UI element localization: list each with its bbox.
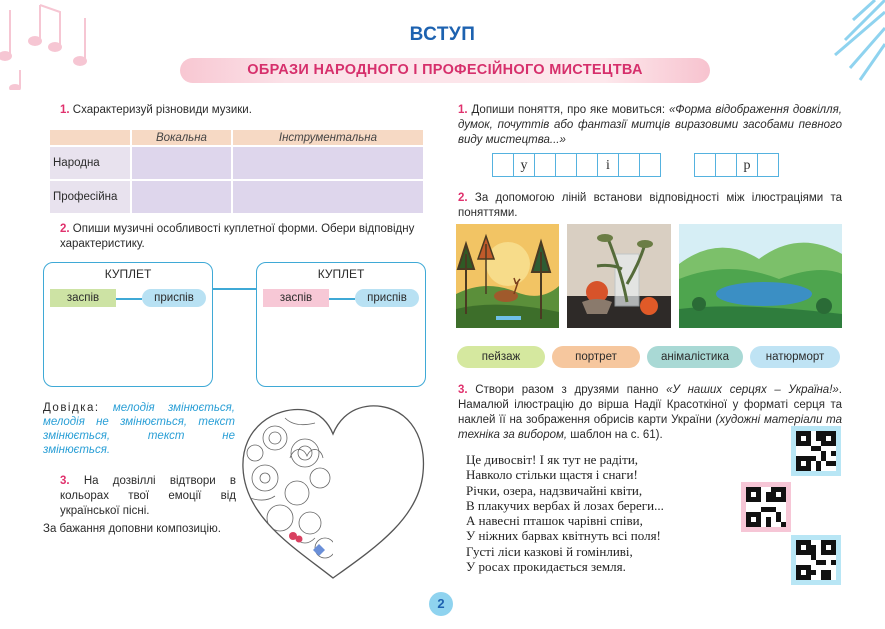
letter-box[interactable]: у	[513, 153, 535, 177]
pryspiv-label: приспів	[142, 289, 206, 307]
label-portrait[interactable]: портрет	[552, 346, 640, 368]
letter-box[interactable]	[757, 153, 779, 177]
table-corner	[50, 130, 130, 145]
poem-line: А навесні пташок чарівні співи,	[466, 513, 643, 529]
table-input-cell[interactable]	[233, 147, 423, 179]
table-column-header: Інструментальна	[233, 130, 423, 145]
label-still-life[interactable]: натюрморт	[750, 346, 840, 368]
kuplet-title: КУПЛЕТ	[104, 267, 152, 281]
letter-box[interactable]: і	[597, 153, 619, 177]
poem-line: Це дивосвіт! І як тут не радіти,	[466, 452, 639, 467]
still-life-illustration[interactable]	[567, 224, 671, 328]
left-task-2: 2. Опиши музичні особливості куплетної форми. Обери відповідну характеристику.	[60, 223, 415, 250]
crossword-word-1[interactable]	[492, 153, 660, 177]
poem	[466, 452, 664, 574]
label-animalistics[interactable]: анімалістика	[647, 346, 743, 368]
music-types-table	[48, 128, 425, 215]
letter-box[interactable]	[534, 153, 556, 177]
letter-box[interactable]	[555, 153, 577, 177]
letter-box[interactable]	[694, 153, 716, 177]
label-landscape[interactable]: пейзаж	[457, 346, 545, 368]
left-task-3-extra: За бажання доповни композицію.	[43, 523, 221, 535]
table-column-header: Вокальна	[132, 130, 231, 145]
table-row-header: Народна	[50, 147, 130, 179]
letter-box[interactable]	[715, 153, 737, 177]
table-row-header: Професійна	[50, 181, 130, 213]
poem-line: Густі ліси казкові й гомінливі,	[466, 543, 633, 559]
right-task-3: 3. Створи разом з друзями панно «У наших серцях – Україна!». Намалюй ілюстрацію до вірша Надії Красоткіної у форматі серця та наклей її на зображення обрисів карти України (художні матеріали та техніка за вибором, шаблон на с. 61).	[458, 384, 843, 441]
section-subtitle: ОБРАЗИ НАРОДНОГО І ПРОФЕСІЙНОГО МИСТЕЦТВА	[180, 58, 710, 83]
kuplet-link-line	[329, 298, 355, 300]
letter-box[interactable]	[639, 153, 661, 177]
forest-deer-illustration[interactable]	[456, 224, 559, 328]
crossword-word-2[interactable]	[694, 153, 778, 177]
letter-box[interactable]	[618, 153, 640, 177]
letter-box[interactable]	[492, 153, 514, 177]
table-input-cell[interactable]	[132, 147, 231, 179]
right-task-1: 1. Допиши поняття, про яке мовиться: «Форма відображення довкілля, думок, почуттів або фантазії митців виразовими засобами певного виду мистецтва...»	[458, 104, 842, 146]
right-task-2: 2. За допомогою ліній встанови відповідності між ілюстраціями та поняттями.	[458, 192, 842, 219]
table-input-cell[interactable]	[132, 181, 231, 213]
poem-line: Річки, озера, надзвичайні квіти,	[466, 482, 643, 498]
zaspiv-label: заспів	[263, 289, 329, 307]
letter-box[interactable]: р	[736, 153, 758, 177]
letter-box[interactable]	[576, 153, 598, 177]
table-input-cell[interactable]	[233, 181, 423, 213]
heart-coloring-illustration[interactable]	[235, 398, 431, 588]
landscape-illustration[interactable]	[679, 224, 842, 328]
page-title: ВСТУП	[409, 24, 476, 45]
kuplet-connector	[213, 288, 257, 290]
poem-line: В плакучих вербах й лозах береги...	[466, 497, 664, 513]
zaspiv-label: заспів	[50, 289, 116, 307]
kuplet-box-1[interactable]	[43, 262, 213, 387]
pryspiv-label: приспів	[355, 289, 419, 307]
poem-line: У ніжних барвах квітнуть всі поля!	[466, 528, 661, 544]
qr-code[interactable]	[791, 426, 841, 476]
kuplet-box-2[interactable]	[256, 262, 426, 387]
qr-code[interactable]	[741, 482, 791, 532]
kuplet-title: КУПЛЕТ	[317, 267, 365, 281]
reference-note: Довідка: мелодія змінюється, мелодія не змінюється, текст змінюється, текст не змінюється.	[43, 402, 235, 456]
kuplet-link-line	[116, 298, 142, 300]
qr-code[interactable]	[791, 535, 841, 585]
left-task-1: 1. Схарактеризуй різновиди музики.	[60, 104, 252, 116]
left-task-3: 3. На дозвіллі відтвори в кольорах твої емоції від української пісні.	[60, 475, 236, 517]
poem-line: Навколо стільки щастя і снаги!	[466, 467, 638, 483]
poem-line: У росах прокидається земля.	[466, 559, 626, 575]
page-number: 2	[429, 592, 453, 616]
